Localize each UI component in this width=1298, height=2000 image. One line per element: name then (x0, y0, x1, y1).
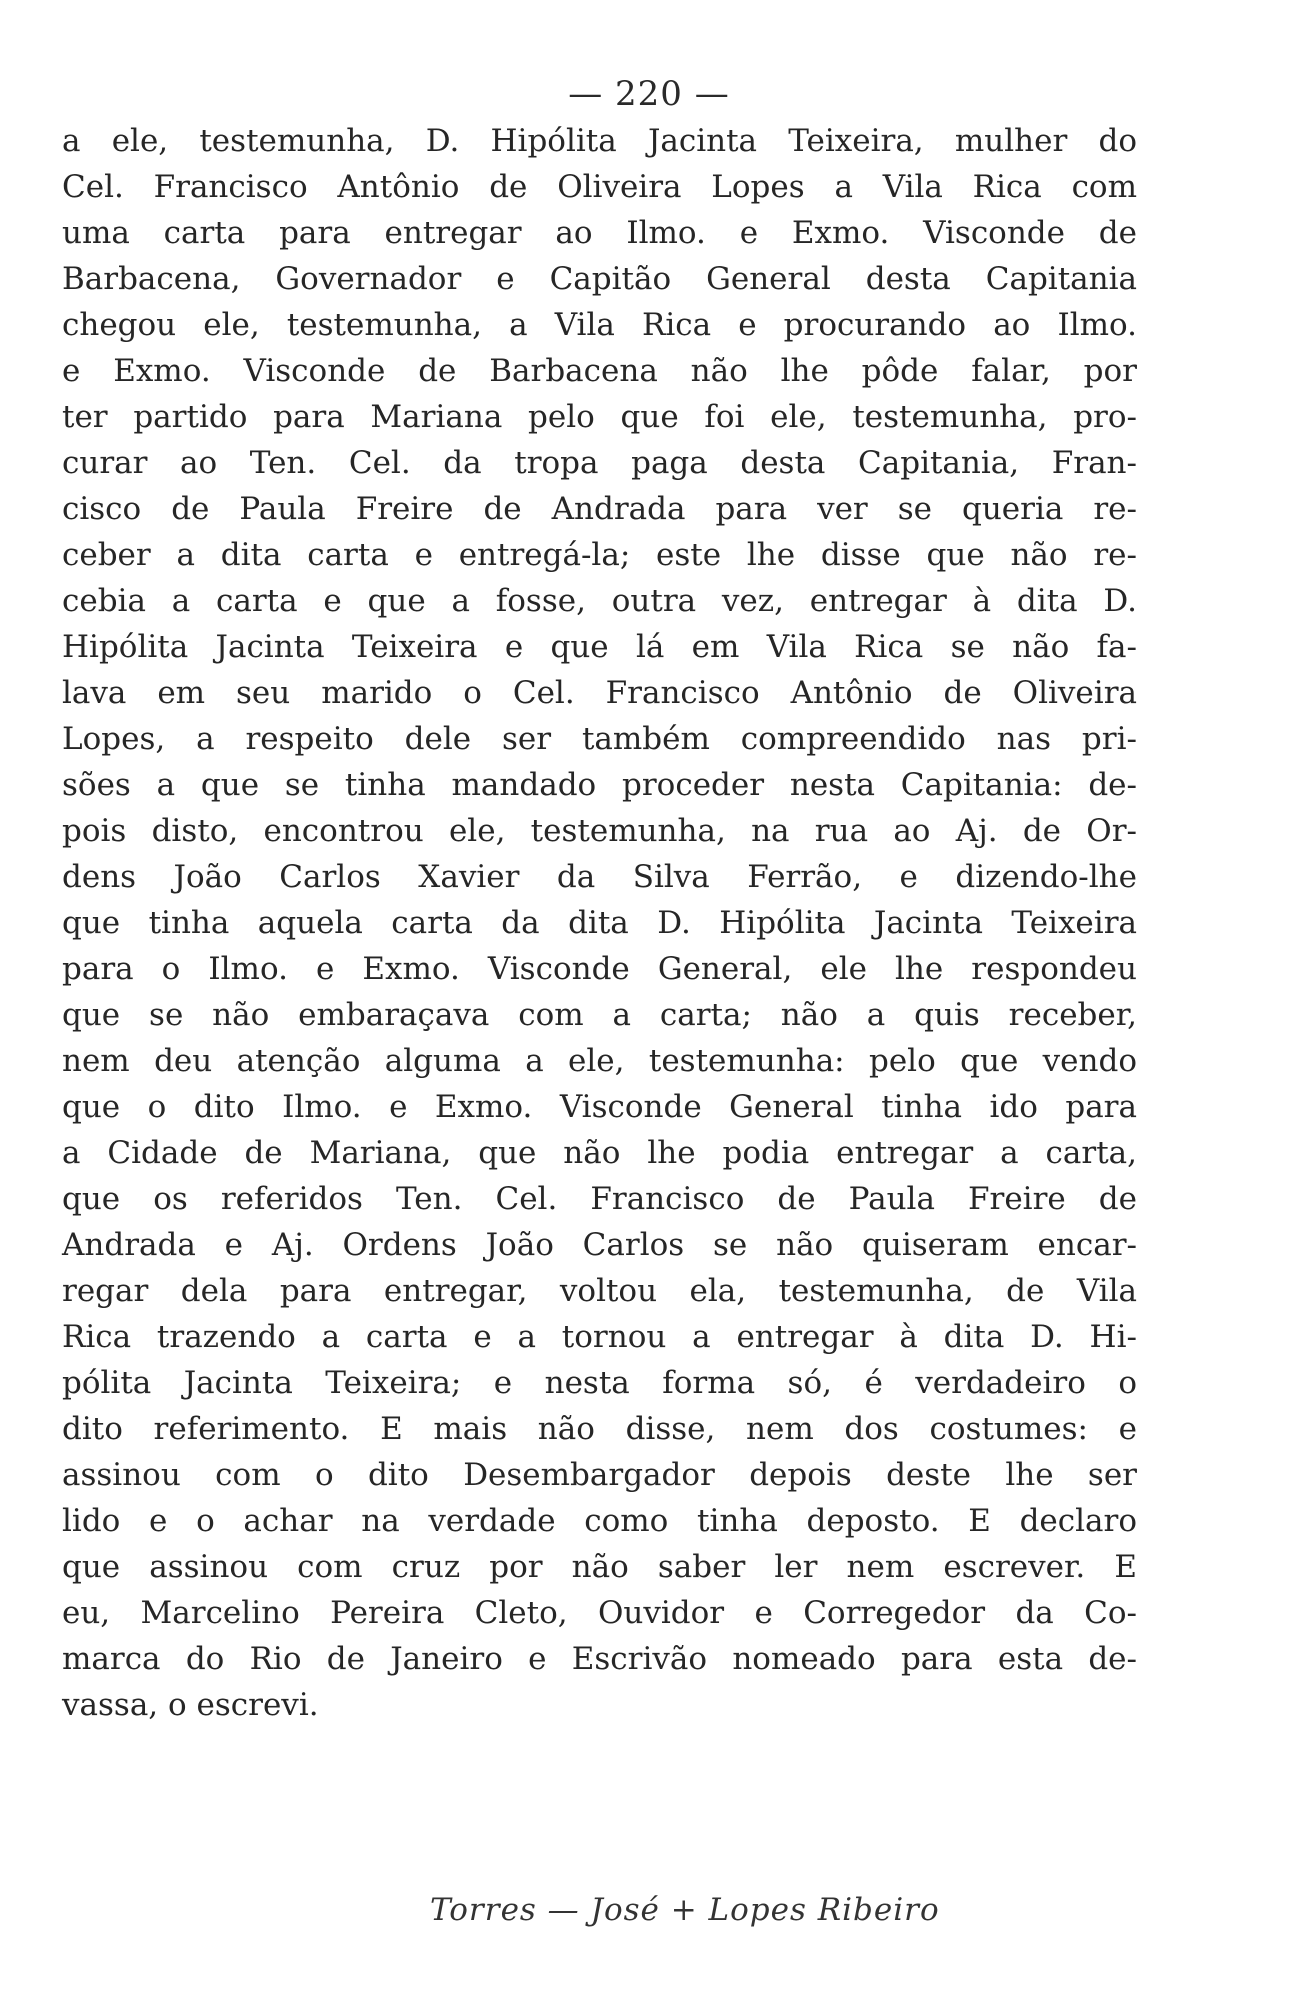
text-line: uma carta para entregar ao Ilmo. e Exmo. Visconde de (62, 215, 1137, 251)
text-line: assinou com o dito Desembargador depois deste lhe ser (62, 1457, 1137, 1493)
page-number: — 220 — (568, 74, 730, 114)
text-line: dito referimento. E mais não disse, nem dos costumes: e (62, 1411, 1137, 1447)
text-line: que os referidos Ten. Cel. Francisco de Paula Freire de (62, 1181, 1137, 1217)
text-line: chegou ele, testemunha, a Vila Rica e procurando ao Ilmo. (62, 307, 1137, 343)
text-line: ceber a dita carta e entregá-la; este lhe disse que não re- (62, 537, 1137, 573)
text-line: para o Ilmo. e Exmo. Visconde General, ele lhe respondeu (62, 951, 1137, 987)
text-line: dens João Carlos Xavier da Silva Ferrão, e dizendo-lhe (62, 859, 1137, 895)
text-line: eu, Marcelino Pereira Cleto, Ouvidor e Corregedor da Co- (62, 1595, 1137, 1631)
text-line: que tinha aquela carta da dita D. Hipólita Jacinta Teixeira (62, 905, 1137, 941)
text-line: cebia a carta e que a fosse, outra vez, entregar à dita D. (62, 583, 1137, 619)
text-line: sões a que se tinha mandado proceder nesta Capitania: de- (62, 767, 1137, 803)
text-line: que se não embaraçava com a carta; não a quis receber, (62, 997, 1137, 1033)
text-line: Barbacena, Governador e Capitão General desta Capitania (62, 261, 1137, 297)
text-line: Lopes, a respeito dele ser também compreendido nas pri- (62, 721, 1137, 757)
text-line: Rica trazendo a carta e a tornou a entregar à dita D. Hi- (62, 1319, 1137, 1355)
text-line: Andrada e Aj. Ordens João Carlos se não quiseram encar- (62, 1227, 1137, 1263)
text-line: pois disto, encontrou ele, testemunha, na rua ao Aj. de Or- (62, 813, 1137, 849)
text-line: que o dito Ilmo. e Exmo. Visconde General tinha ido para (62, 1089, 1137, 1125)
text-line: marca do Rio de Janeiro e Escrivão nomeado para esta de- (62, 1641, 1137, 1677)
text-line: Hipólita Jacinta Teixeira e que lá em Vila Rica se não fa- (62, 629, 1137, 665)
text-line: lido e o achar na verdade como tinha deposto. E declaro (62, 1503, 1137, 1539)
text-line: que assinou com cruz por não saber ler nem escrever. E (62, 1549, 1137, 1585)
text-line: a ele, testemunha, D. Hipólita Jacinta Teixeira, mulher do (62, 123, 1137, 159)
text-line: cisco de Paula Freire de Andrada para ver se queria re- (62, 491, 1137, 527)
text-line: a Cidade de Mariana, que não lhe podia entregar a carta, (62, 1135, 1137, 1171)
text-line: nem deu atenção alguma a ele, testemunha: pelo que vendo (62, 1043, 1137, 1079)
text-line: curar ao Ten. Cel. da tropa paga desta Capitania, Fran- (62, 445, 1137, 481)
text-line: ter partido para Mariana pelo que foi ele, testemunha, pro- (62, 399, 1137, 435)
text-line: pólita Jacinta Teixeira; e nesta forma só, é verdadeiro o (62, 1365, 1137, 1401)
text-line: vassa, o escrevi. (62, 1687, 319, 1723)
text-line: regar dela para entregar, voltou ela, testemunha, de Vila (62, 1273, 1137, 1309)
text-line: Cel. Francisco Antônio de Oliveira Lopes a Vila Rica com (62, 169, 1137, 205)
signature-line: Torres — José + Lopes Ribeiro (430, 1892, 940, 1928)
text-line: e Exmo. Visconde de Barbacena não lhe pôde falar, por (62, 353, 1137, 389)
text-line: lava em seu marido o Cel. Francisco Antônio de Oliveira (62, 675, 1137, 711)
body-text (62, 118, 1137, 1728)
